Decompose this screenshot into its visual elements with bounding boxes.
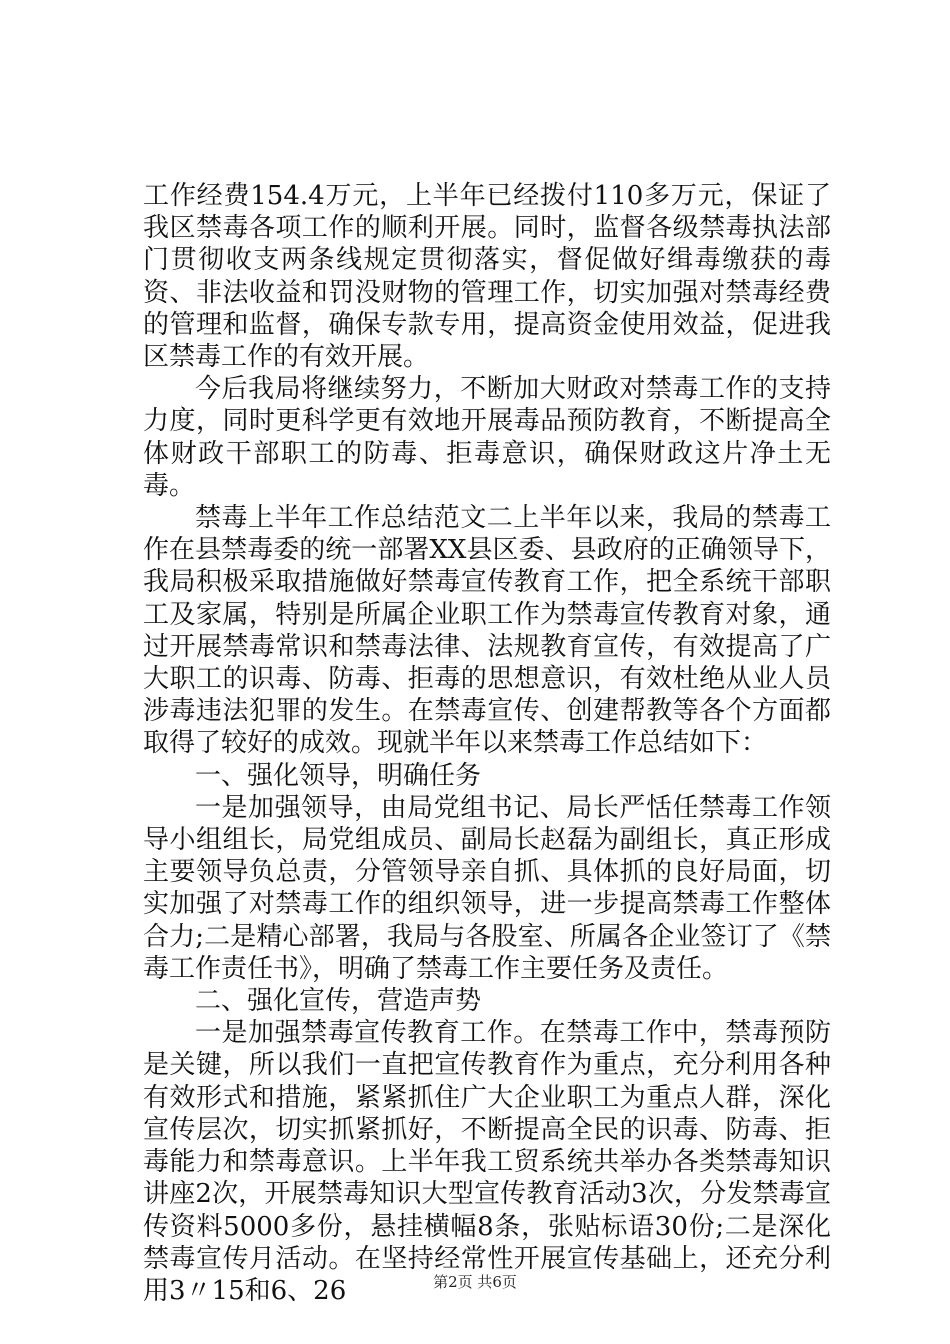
paragraph-funding: 工作经费154.4万元，上半年已经拨付110多万元，保证了我区禁毒各项工作的顺利开展。同时，监督各级禁毒执法部门贯彻收支两条线规定贯彻落实，督促做好缉毒缴获的毒资、非法收益和罚没财物的管理工作，切实加强对禁毒经费的管理和监督，确保专款专用，提高资金使用效益，促进我区禁毒工作的有效开展。 [143, 181, 831, 373]
section-heading-publicity: 二、强化宣传，营造声势 [195, 986, 482, 1017]
paragraph-future-plan: 今后我局将继续努力，不断加大财政对禁毒工作的支持力度，同时更科学更有效地开展毒品预防教育，不断提高全体财政干部职工的防毒、拒毒意识，确保财政这片净土无毒。 [143, 374, 831, 501]
paragraph-leadership: 一是加强领导，由局党组书记、局长严恬任禁毒工作领导小组组长，局党组成员、副局长赵磊为副组长，真正形成主要领导负总责，分管领导亲自抓、具体抓的良好局面，切实加强了对禁毒工作的组织领导，进一步提高禁毒工作整体合力;二是精心部署，我局与各股室、所属各企业签订了《禁毒工作责任书》，明确了禁毒工作主要任务及责任。 [143, 792, 831, 984]
paragraph-summary-intro: 禁毒上半年工作总结范文二上半年以来，我局的禁毒工作在县禁毒委的统一部署XX县区委、县政府的正确领导下，我局积极采取措施做好禁毒宣传教育工作，把全系统干部职工及家属，特别是所属企业职工作为禁毒宣传教育对象，通过开展禁毒常识和禁毒法律、法规教育宣传，有效提高了广大职工的识毒、防毒、拒毒的思想意识，有效杜绝从业人员涉毒违法犯罪的发生。在禁毒宣传、创建帮教等各个方面都取得了较好的成效。现就半年以来禁毒工作总结如下： [143, 503, 831, 759]
section-heading-leadership: 一、强化领导，明确任务 [195, 760, 482, 791]
page-footer: 第2页 共6页 [433, 1273, 517, 1291]
document-body [143, 180, 831, 1307]
paragraph-publicity: 一是加强禁毒宣传教育工作。在禁毒工作中，禁毒预防是关键，所以我们一直把宣传教育作为重点，充分利用各种有效形式和措施，紧紧抓住广大企业职工为重点人群，深化宣传层次，切实抓紧抓好，不断提高全民的识毒、防毒、拒毒能力和禁毒意识。上半年我工贸系统共举办各类禁毒知识讲座2次，开展禁毒知识大型宣传教育活动3次，分发禁毒宣传资料5000多份，悬挂横幅8条，张贴标语30份;二是深化禁毒宣传月活动。在坚持经常性开展宣传基础上，还充分利用3〃15和6、26 [143, 1018, 831, 1306]
